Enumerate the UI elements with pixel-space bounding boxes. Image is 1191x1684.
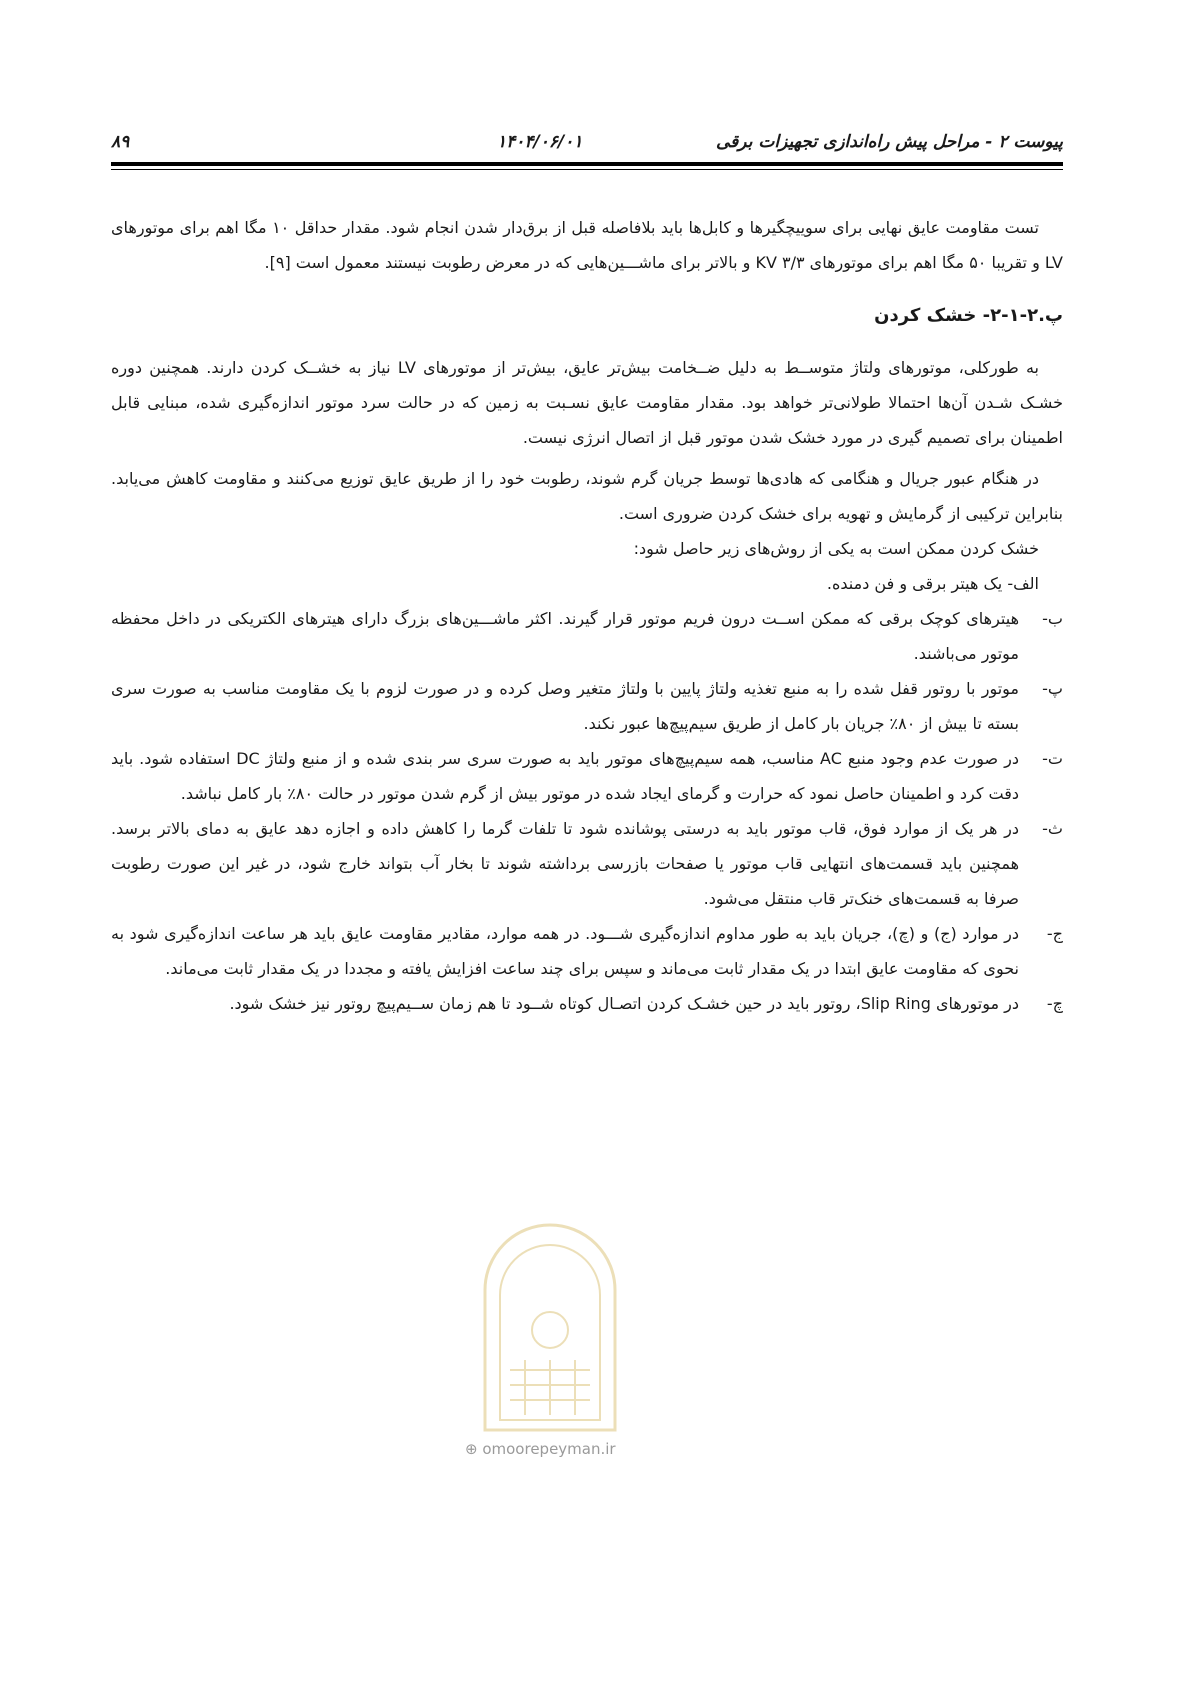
- section-heading: پ.۲-۱-۲- خشک کردن: [874, 305, 1063, 326]
- header-rule-thick: [111, 162, 1063, 166]
- list-item: [111, 811, 1063, 916]
- list-item-marker: ث-: [1042, 819, 1063, 838]
- paragraph-methods-intro: خشک کردن ممکن است به یکی از روش‌های زیر حاصل شود:: [633, 539, 1039, 558]
- watermark-site: ⊕ omoorepeyman.ir: [465, 1440, 616, 1458]
- list-item: [111, 741, 1063, 811]
- list-item: [111, 916, 1063, 986]
- list-item: [111, 601, 1063, 671]
- list-item-text: موتور با روتور قفل شده را به منبع تغذیه ولتاژ پایین با ولتاژ متغیر وصل کرده و در صورت لزوم با یک مقاومت مناسب به صورت سری بسته تا بیش از ۸۰٪ جریان بار کامل از طریق سیم‌پیچ‌ها عبور نکند.: [111, 679, 1019, 733]
- document-body: [111, 210, 1063, 1021]
- list-item-alef: الف- یک هیتر برقی و فن دمنده.: [826, 574, 1039, 593]
- list-item-text: در هر یک از موارد فوق، قاب موتور باید به درستی پوشانده شود تا تلفات گرما را کاهش داده و اجازه دهد عایق به دمای بالاتر برسد. همچنین باید قسمت‌های انتهایی قاب موتور یا صفحات بازرسی برداشته شوند تا بخار آب بتواند خارج شود، در غیر این صورت رطوبت صرفا به قسمت‌های خنک‌تر قاب منتقل می‌شود.: [111, 819, 1019, 908]
- header-rule-thin: [111, 169, 1063, 170]
- list-item-marker: ج-: [1046, 924, 1063, 943]
- list-item-marker: پ-: [1042, 679, 1063, 698]
- list-item-marker: چ-: [1046, 994, 1063, 1013]
- list-item-text: در صورت عدم وجود منبع AC مناسب، همه سیم‌پیچ‌های موتور باید به صورت سری سر بندی شده و از منبع ولتاژ DC استفاده شود. باید دقت کرد و اطمینان حاصل نمود که حرارت و گرمای ایجاد شده در موتور بیش از گرم شدن موتور در حالت ۸۰٪ بار کامل نباشد.: [111, 749, 1019, 803]
- list-item-text: در موتورهای Slip Ring، روتور باید در حین خشـک کردن اتصـال کوتاه شــود تا هم زمان ســیم‌پیچ روتور نیز خشک شود.: [229, 994, 1019, 1013]
- paragraph-current-flow: در هنگام عبور جریال و هنگامی که هادی‌ها توسط جریان گرم شوند، رطوبت خود را از طریق عایق توزیع می‌کنند و مقاومت کاهش می‌یابد. بنابراین ترکیبی از گرمایش و تهویه برای خشک کردن ضروری است.: [111, 469, 1063, 523]
- list-item-text: در موارد (ج) و (چ)، جریان باید به طور مداوم اندازه‌گیری شـــود. در همه موارد، مقادیر مقاومت عایق باید هر ساعت اندازه‌گیری شود به نحوی که مقاومت عایق ابتدا در یک مقدار ثابت می‌ماند و سپس برای چند ساعت افزایش یافته و مجددا در یک مقدار ثابت می‌ماند.: [111, 924, 1019, 978]
- list-item-marker: ت-: [1042, 749, 1063, 768]
- watermark-seal: [455, 1200, 645, 1450]
- list-item-marker: ب-: [1042, 609, 1063, 628]
- header-date: ۱۴۰۴/۰۶/۰۱: [497, 132, 583, 152]
- list-item: [111, 671, 1063, 741]
- paragraph-general: به طورکلی، موتورهای ولتاژ متوســط به دلیل ضــخامت بیش‌تر عایق، بیش‌تر از موتورهای LV نیاز به خشــک کردن دارند. همچنین دوره خشـک شـدن آن‌ها احتمالا طولانی‌تر خواهد بود. مقدار مقاومت عایق نسـبت به زمین که در حالت سرد موتور اندازه‌گیری شده، مبنایی قابل اطمینان برای تصمیم گیری در مورد خشک شدن موتور قبل از اتصال انرژی نیست.: [111, 358, 1063, 447]
- list-item-text: هیترهای کوچک برقی که ممکن اســت درون فریم موتور قرار گیرند. اکثر ماشـــین‌های بزرگ دارای هیترهای الکتریکی در داخل محفظه موتور می‌باشند.: [111, 609, 1019, 663]
- header-title: پیوست ۲ - مراحل پیش راه‌اندازی تجهیزات برقی: [716, 132, 1063, 152]
- page-number: ۸۹: [111, 132, 130, 152]
- paragraph-insulation-test: تست مقاومت عایق نهایی برای سوییچگیرها و کابل‌ها باید بلافاصله قبل از برق‌دار شدن انجام شود. مقدار حداقل ۱۰ مگا اهم برای موتورهای LV و تقریبا ۵۰ مگا اهم برای موتورهای ۳/۳ KV و بالاتر برای ماشـــین‌هایی که در معرض رطوبت نیستند معمول است [۹].: [111, 218, 1063, 272]
- list-item: [111, 986, 1063, 1021]
